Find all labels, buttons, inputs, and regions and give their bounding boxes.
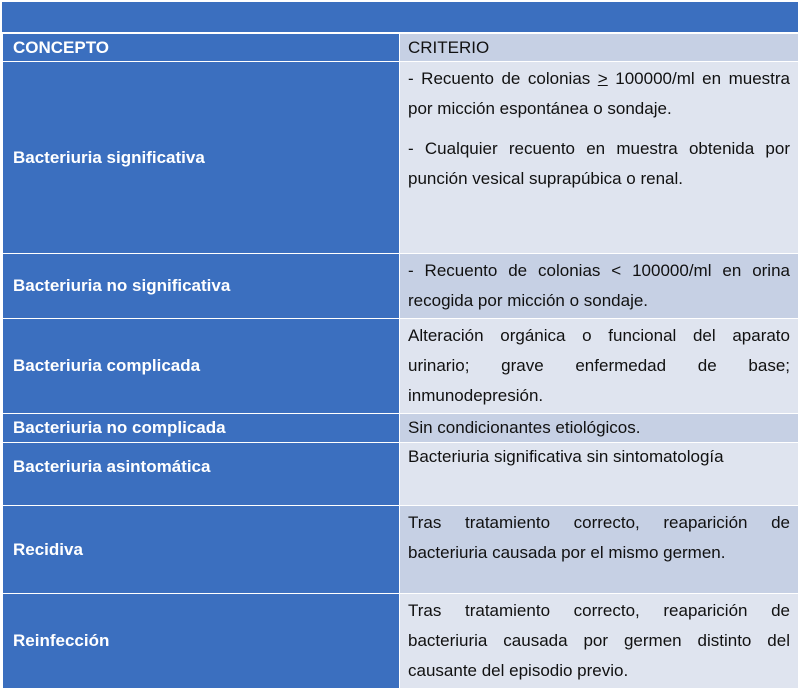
header-criterion: CRITERIO: [400, 34, 799, 62]
concept-cell: Bacteriuria complicada: [3, 319, 400, 414]
criterion-cell: [400, 506, 799, 594]
criterion-text: Bacteriuria significativa sin sintomatología: [408, 447, 724, 466]
table-row: [3, 254, 799, 319]
criterion-text: Tras tratamiento correcto, reaparición de bacteriuria causada por el mismo germen.: [408, 513, 790, 562]
table-title-band: [2, 2, 798, 32]
criterion-cell: [400, 594, 799, 689]
criteria-table: [2, 33, 799, 689]
header-concept: CONCEPTO: [3, 34, 400, 62]
concept-cell: Bacteriuria no complicada: [3, 414, 400, 443]
criterion-text: - Cualquier recuento en muestra obtenida por punción vesical suprapúbica o renal.: [408, 139, 790, 188]
table-row: [3, 506, 799, 594]
criterion-cell: [400, 319, 799, 414]
concept-cell: Bacteriuria asintomática: [3, 443, 400, 506]
concept-cell: Bacteriuria significativa: [3, 62, 400, 254]
table-row: [3, 594, 799, 689]
concept-cell: Recidiva: [3, 506, 400, 594]
criterion-text: Alteración orgánica o funcional del aparato urinario; grave enfermedad de base; inmunodepresión.: [408, 326, 790, 405]
criterion-text: Sin condicionantes etiológicos.: [408, 418, 641, 437]
table-row: [3, 319, 799, 414]
table-row: [3, 62, 799, 254]
criterion-text: Tras tratamiento correcto, reaparición de bacteriuria causada por germen distinto del causante del episodio previo.: [408, 601, 790, 680]
table-row: [3, 414, 799, 443]
criterion-text: - Recuento de colonias > 100000/ml en muestra por micción espontánea o sondaje.: [408, 69, 790, 118]
concept-cell: Reinfección: [3, 594, 400, 689]
concept-cell: Bacteriuria no significativa: [3, 254, 400, 319]
criterion-cell: [400, 443, 799, 506]
greater-equal-symbol: >: [597, 69, 608, 88]
criterion-cell: [400, 254, 799, 319]
table-header-row: [3, 34, 799, 62]
criterion-cell: [400, 62, 799, 254]
table-row: [3, 443, 799, 506]
criterion-cell: [400, 414, 799, 443]
criterion-text: - Recuento de colonias < 100000/ml en orina recogida por micción o sondaje.: [408, 261, 790, 310]
